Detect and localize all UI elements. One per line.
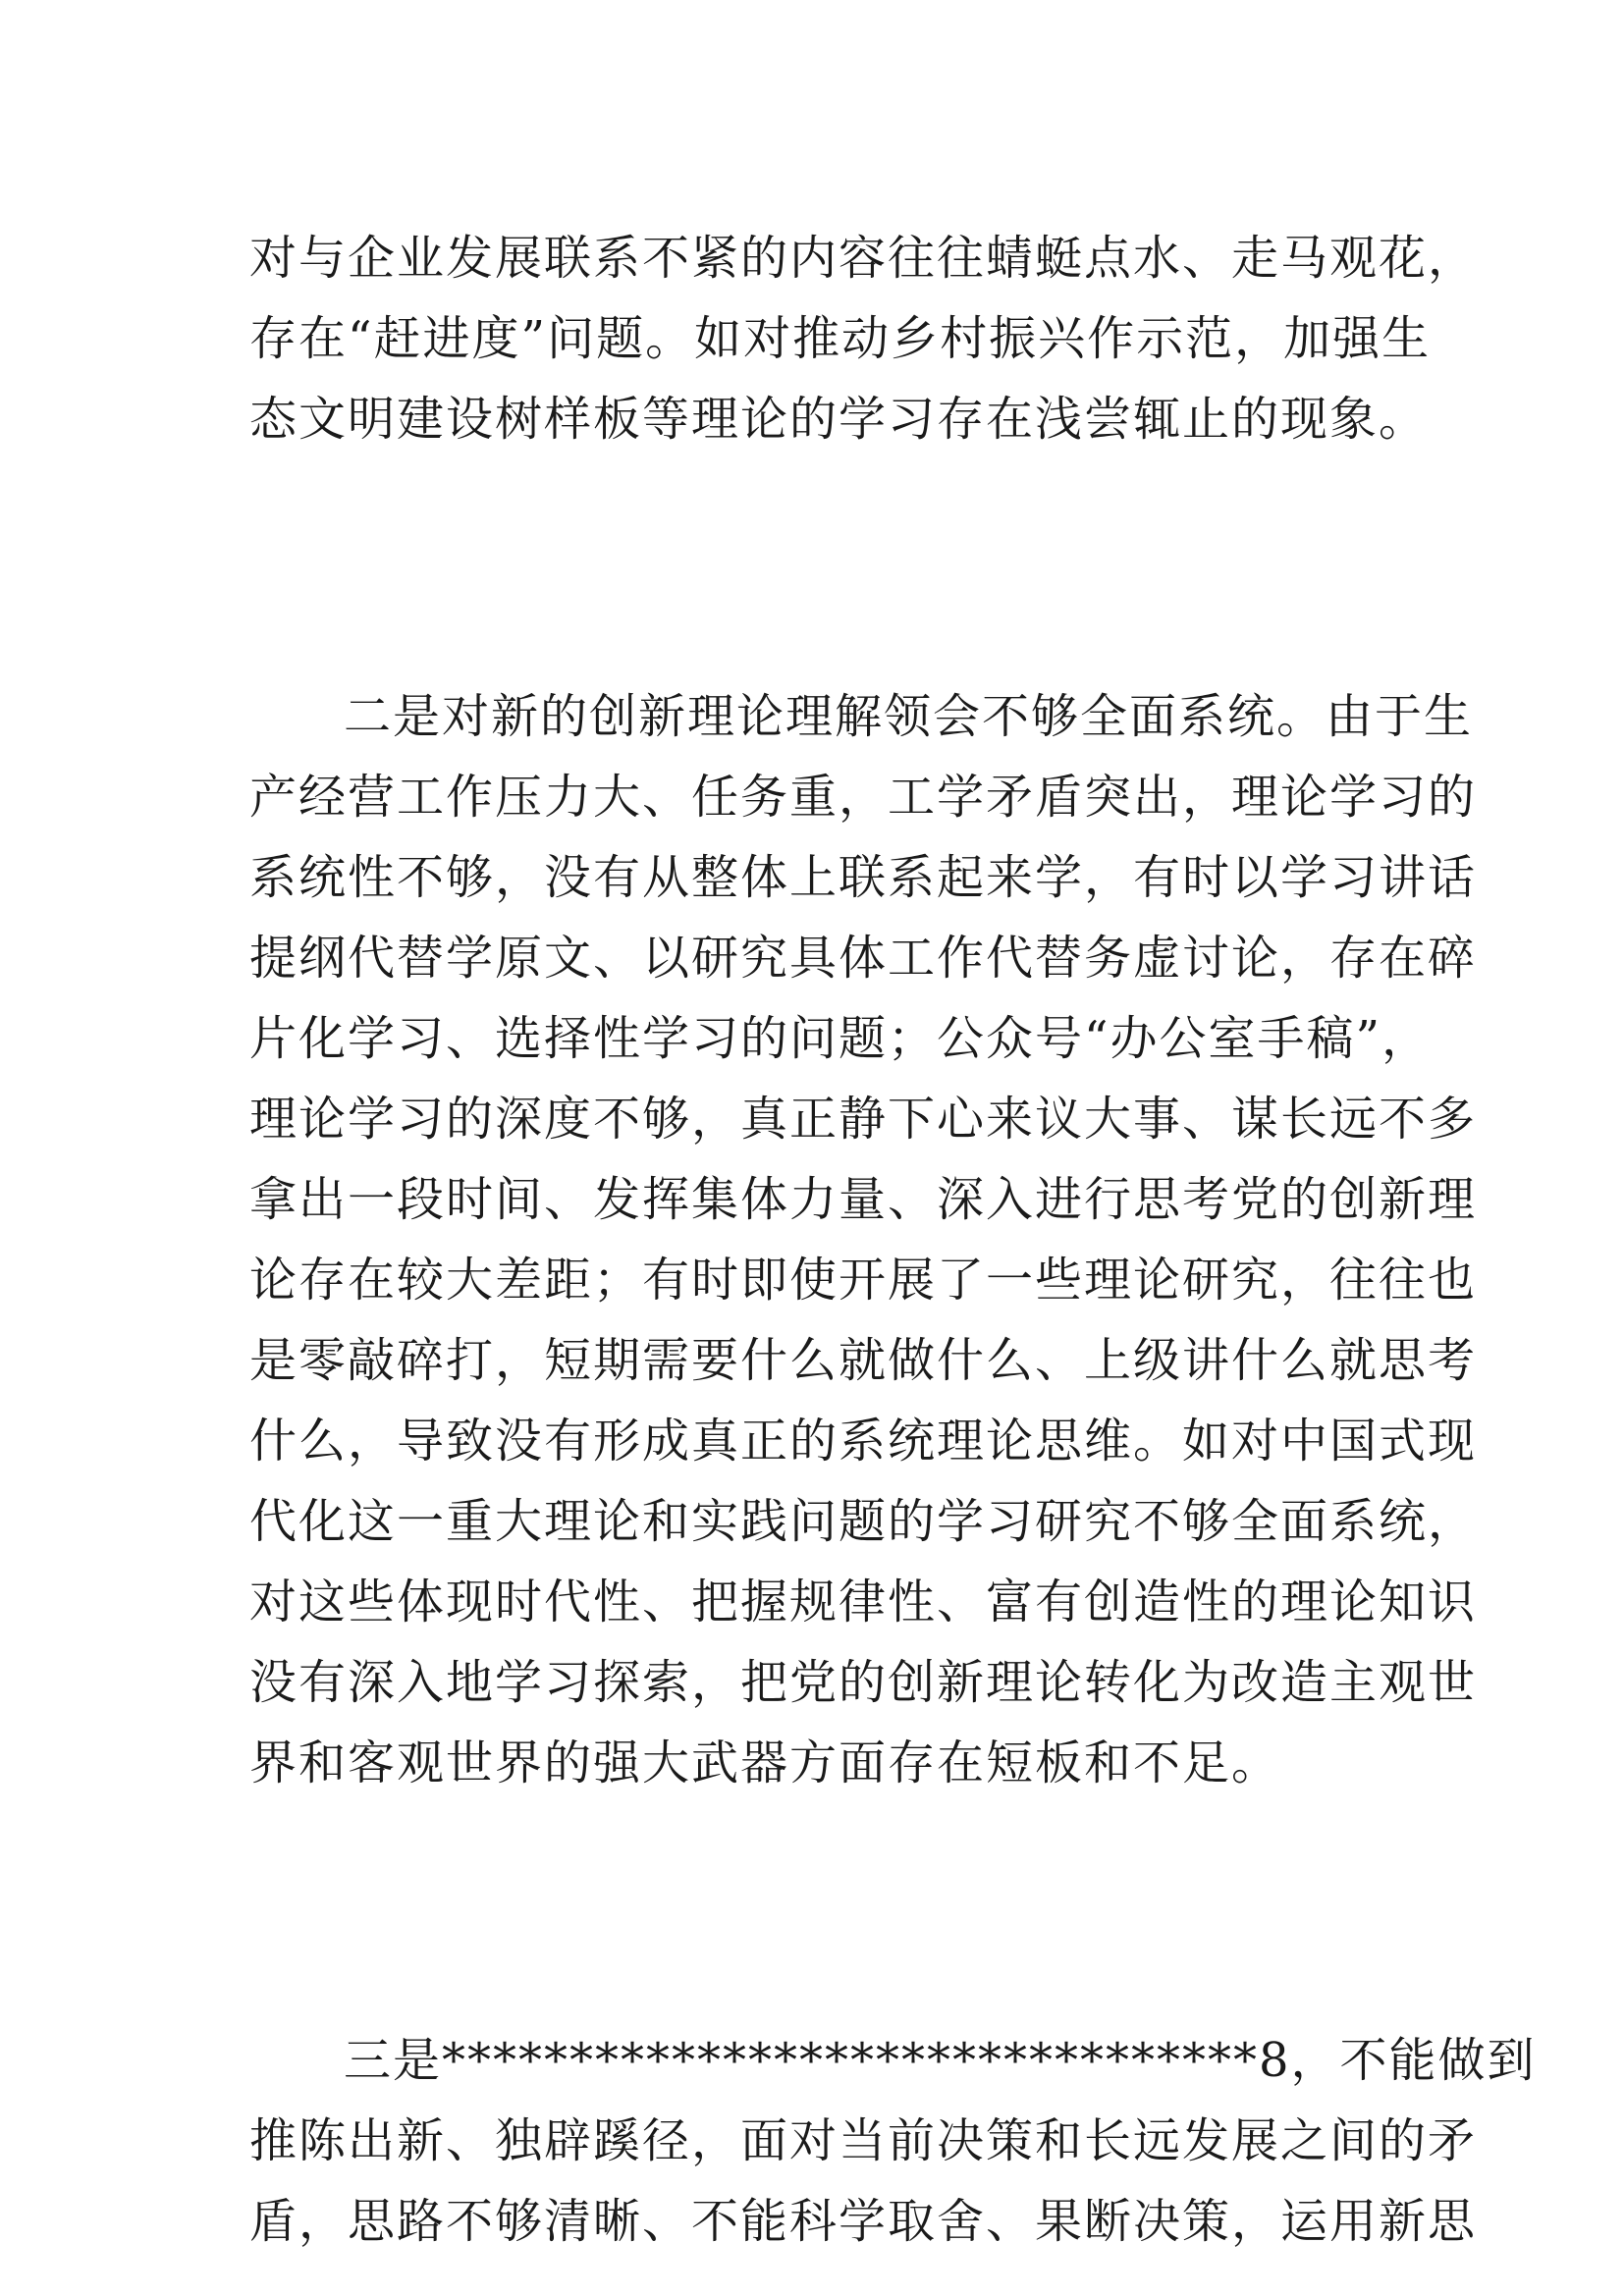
paragraph-point-three — [249, 2020, 1537, 2262]
text-line: 态文明建设树样板等理论的学习存在浅尝辄止的现象。 — [249, 392, 1429, 447]
document-body — [249, 218, 1537, 2262]
text-line: 对与企业发展联系不紧的内容往往蜻蜓点水、走马观花， — [249, 231, 1478, 286]
text-line: 存在“赶进度”问题。如对推动乡村振兴作示范，加强生 — [249, 311, 1432, 366]
text-line: 界和客观世界的强大武器方面存在短板和不足。 — [249, 1735, 1281, 1790]
text-line: 推陈出新、独辟蹊径，面对当前决策和长远发展之间的矛 — [249, 2113, 1478, 2168]
text-line: 对这些体现时代性、把握规律性、富有创造性的理论知识 — [249, 1575, 1478, 1629]
text-line: 代化这一重大理论和实践问题的学习研究不够全面系统， — [249, 1494, 1478, 1549]
text-line: 论存在较大差距；有时即使开展了一些理论研究，往往也 — [249, 1253, 1478, 1308]
text-line: 盾，思路不够清晰、不能科学取舍、果断决策，运用新思 — [249, 2194, 1478, 2249]
paragraph-spacing — [249, 459, 1388, 676]
text-line: 是零敲碎打，短期需要什么就做什么、上级讲什么就思考 — [249, 1333, 1478, 1388]
text-line: 什么，导致没有形成真正的系统理论思维。如对中国式现 — [249, 1414, 1478, 1468]
text-line: 片化学习、选择性学习的问题；公众号“办公室手稿”， — [249, 1011, 1432, 1066]
text-line: 系统性不够，没有从整体上联系起来学，有时以学习讲话 — [249, 850, 1478, 905]
paragraph-continuation — [249, 218, 1478, 459]
text-line: 拿出一段时间、发挥集体力量、深入进行思考党的创新理 — [249, 1172, 1478, 1227]
text-line: 没有深入地学习探索，把党的创新理论转化为改造主观世 — [249, 1655, 1478, 1710]
text-line: 二是对新的创新理论理解领会不够全面系统。由于生 — [344, 689, 1474, 744]
text-line: 提纲代替学原文、以研究具体工作代替务虚讨论，存在碎 — [249, 931, 1478, 986]
paragraph-point-two — [249, 676, 1478, 1803]
text-line: 三是********************************8，不能做到 — [344, 2033, 1537, 2088]
text-line: 产经营工作压力大、任务重，工学矛盾突出，理论学习的 — [249, 770, 1478, 825]
text-line: 理论学习的深度不够，真正静下心来议大事、谋长远不多 — [249, 1092, 1478, 1147]
paragraph-spacing — [249, 1803, 1388, 2020]
